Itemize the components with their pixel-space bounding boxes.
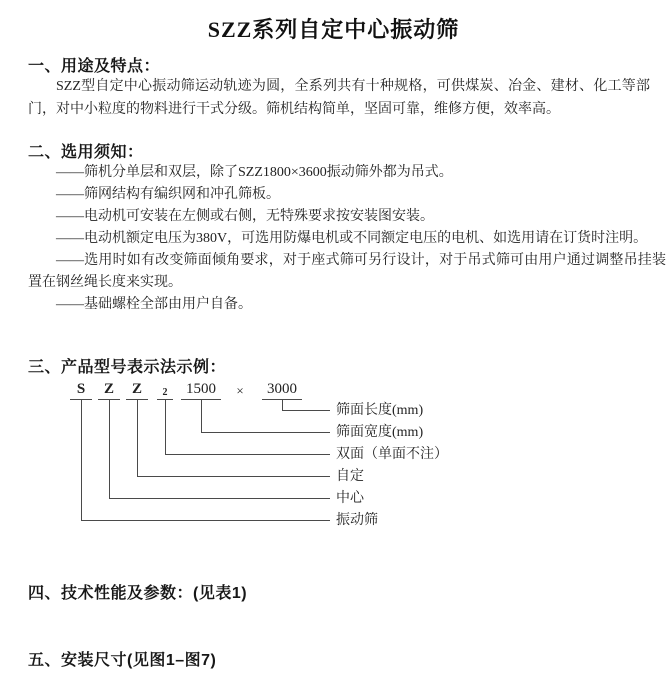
note-item: ——基础螺栓全部由用户自备。	[56, 297, 252, 312]
multiply-sign: ×	[236, 383, 244, 398]
diagram-label-screen-width: 筛面宽度(mm)	[336, 425, 424, 440]
diagram-label-self: 自定	[336, 469, 364, 484]
model-token-layers: 2	[157, 383, 173, 400]
diagram-label-vibrating-screen: 振动筛	[336, 513, 378, 528]
selection-notes-list	[28, 162, 666, 316]
model-token-z1: Z	[98, 383, 120, 400]
note-item: ——电动机可安装在左侧或右侧，无特殊要求按安装图安装。	[56, 209, 434, 224]
note-item: ——电动机额定电压为380V，可选用防爆电机或不同额定电压的电机、如选用请在订货时注明。	[56, 231, 648, 246]
model-token-width: 1500	[181, 383, 221, 400]
note-item: ——筛网结构有编织网和冲孔筛板。	[56, 187, 280, 202]
model-code-diagram	[0, 383, 667, 553]
section-1-paragraph: SZZ型自定中心振动筛运动轨迹为圆，全系列共有十种规格，可供煤炭、冶金、建材、化工等部门，对中小粒度的物料进行干式分级。筛机结构简单，坚固可靠，维修方便，效率高。	[28, 79, 650, 117]
page-title: SZZ系列自定中心振动筛	[207, 17, 460, 42]
model-token-length: 3000	[262, 383, 302, 400]
model-token-z2: Z	[126, 383, 148, 400]
section-3-heading: 三、产品型号表示法示例：	[28, 359, 227, 376]
diagram-label-double-deck: 双面（单面不注）	[336, 447, 448, 462]
model-token-s: S	[70, 383, 92, 400]
diagram-label-screen-length: 筛面长度(mm)	[336, 403, 424, 418]
diagram-connector	[81, 400, 330, 521]
diagram-label-center: 中心	[336, 491, 364, 506]
section-5-heading: 五、安装尺寸(见图1–图7)	[28, 652, 217, 669]
section-2-heading: 二、选用须知：	[28, 144, 144, 161]
note-item: ——选用时如有改变筛面倾角要求，对于座式筛可另行设计，对于吊式筛可由用户通过调整吊挂装置在钢丝绳长度来实现。	[28, 253, 666, 290]
section-4-heading: 四、技术性能及参数：(见表1)	[28, 585, 248, 602]
note-item: ——筛机分单层和双层，除了SZZ1800×3600振动筛外都为吊式。	[56, 165, 453, 180]
section-1-heading: 一、用途及特点：	[28, 58, 161, 75]
